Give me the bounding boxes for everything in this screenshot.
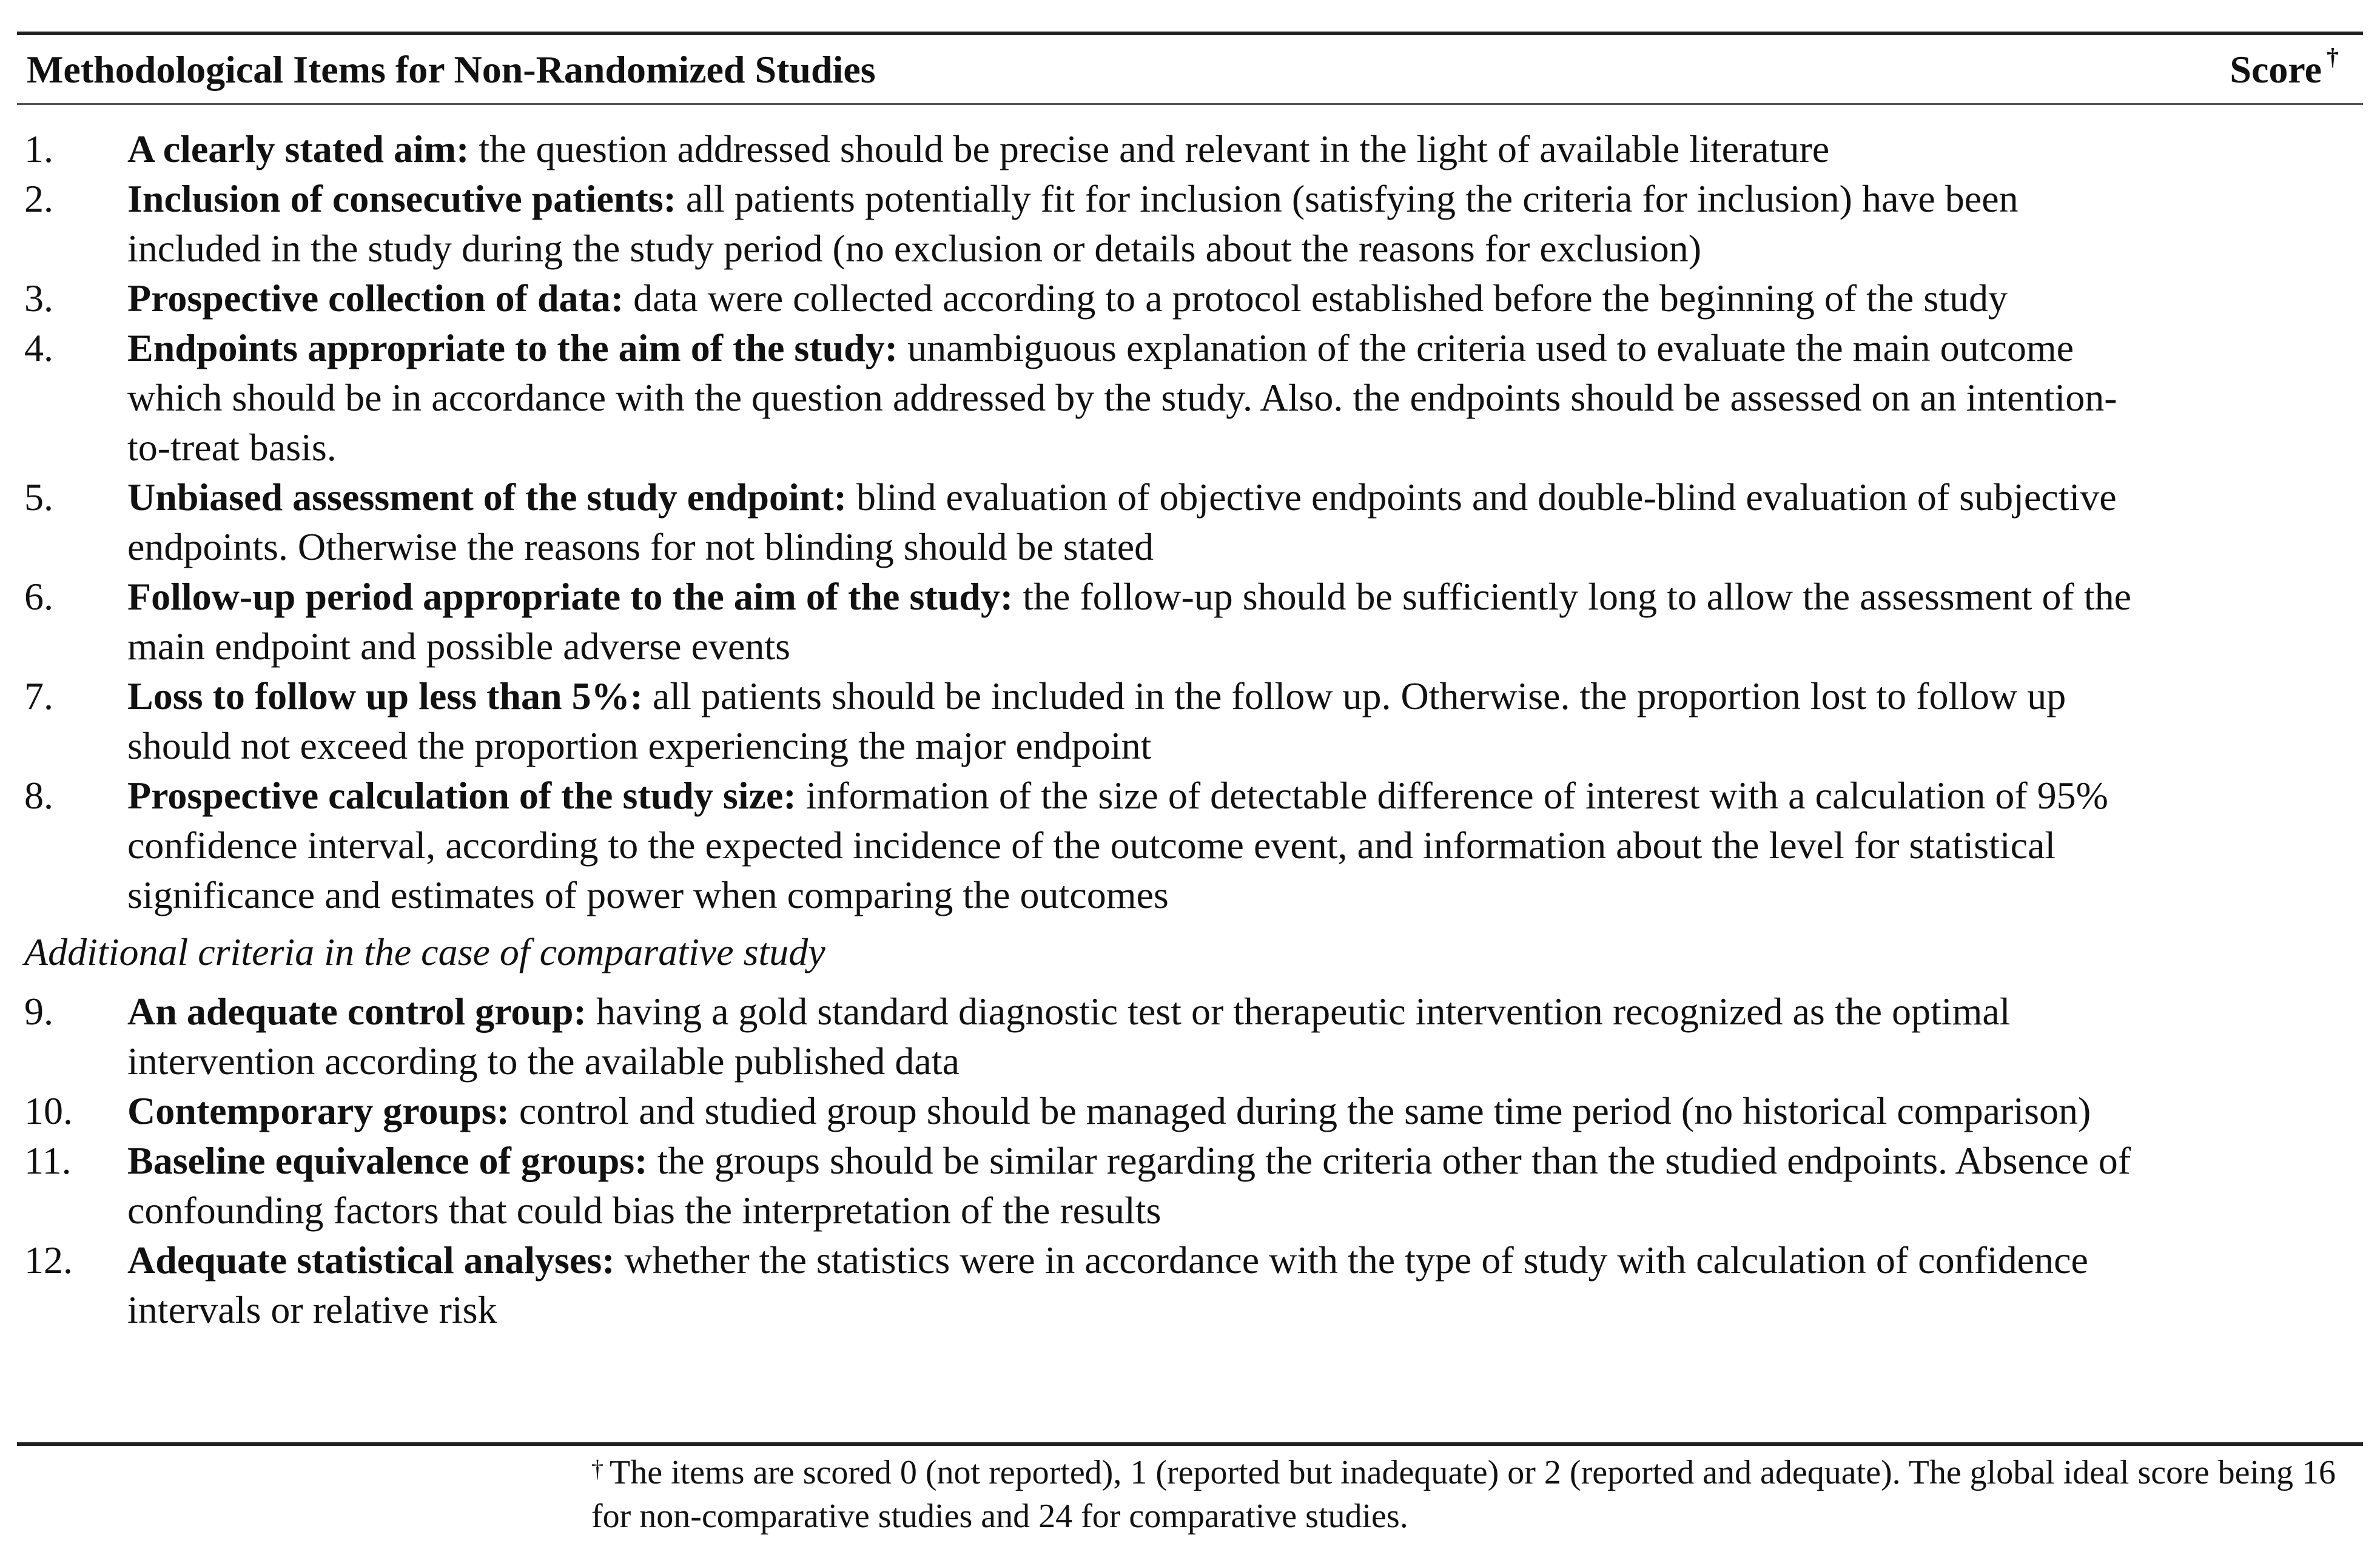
criterion-title: Inclusion of consecutive patients: xyxy=(127,177,676,220)
table-footnote xyxy=(591,1451,2372,1538)
criterion-item xyxy=(24,1086,2147,1136)
criterion-number: 8. xyxy=(24,774,53,817)
criterion-number: 11. xyxy=(24,1139,72,1182)
items-column-header: Methodological Items for Non-Randomized Studies xyxy=(27,48,876,91)
criterion-description: data were collected according to a protocol established before the beginning of the study xyxy=(624,277,2008,320)
criterion-title: Endpoints appropriate to the aim of the study: xyxy=(127,326,898,369)
score-dagger-mark: † xyxy=(2327,43,2339,70)
criterion-text xyxy=(127,771,2147,920)
criterion-text xyxy=(127,323,2147,472)
criterion-number: 4. xyxy=(24,326,53,369)
criterion-text xyxy=(127,1086,2147,1136)
criterion-item xyxy=(24,124,2147,174)
criterion-number: 9. xyxy=(24,990,53,1033)
criterion-title: Prospective collection of data: xyxy=(127,277,624,320)
criterion-text xyxy=(127,671,2147,771)
criterion-item xyxy=(24,472,2147,572)
criterion-title: An adequate control group: xyxy=(127,990,587,1033)
footnote-text: The items are scored 0 (not reported), 1 (reported but inadequate) or 2 (reported and adequate). The global ideal score being 16 for non-comparative studies and 24 for comparative studies. xyxy=(591,1454,2336,1535)
criterion-number: 1. xyxy=(24,127,53,170)
criterion-text xyxy=(127,1136,2147,1235)
criterion-title: Prospective calculation of the study size: xyxy=(127,774,796,817)
criterion-item xyxy=(24,987,2147,1086)
criterion-number: 10. xyxy=(24,1089,73,1132)
criterion-number: 12. xyxy=(24,1238,73,1282)
table-header xyxy=(27,42,2339,97)
criterion-text xyxy=(127,472,2147,572)
criterion-item xyxy=(24,771,2147,920)
criterion-description: the groups should be similar regarding the criteria other than the studied endpoints. Absence of confounding factors that could bias the interpretation of the results xyxy=(127,1139,2131,1232)
criterion-item xyxy=(24,323,2147,472)
table-header-rule xyxy=(17,103,2363,105)
criterion-text xyxy=(127,1235,2147,1335)
criterion-item xyxy=(24,671,2147,771)
criterion-title: Loss to follow up less than 5%: xyxy=(127,674,643,717)
criterion-item xyxy=(24,174,2147,274)
criterion-text xyxy=(127,987,2147,1086)
criterion-title: Contemporary groups: xyxy=(127,1089,509,1132)
criterion-text xyxy=(127,124,2147,174)
criterion-text xyxy=(127,572,2147,671)
criterion-description: the follow-up should be sufficiently long to allow the assessment of the main endpoint and possible adverse events xyxy=(127,575,2131,668)
criterion-number: 3. xyxy=(24,277,53,320)
criterion-title: A clearly stated aim: xyxy=(127,127,469,170)
criterion-item xyxy=(24,572,2147,671)
criterion-number: 5. xyxy=(24,476,53,519)
score-column-label: Score xyxy=(2230,48,2322,91)
criterion-description: control and studied group should be managed during the same time period (no historical comparison) xyxy=(509,1089,2091,1132)
table-bottom-rule xyxy=(17,1442,2363,1446)
criterion-description: information of the size of detectable difference of interest with a calculation of 95% confidence interval, according to the expected incidence of the outcome event, and information about the level for statistical significance and estimates of power when comparing the outcomes xyxy=(127,774,2108,916)
criterion-number: 6. xyxy=(24,575,53,618)
table-top-rule xyxy=(17,32,2363,35)
criterion-number: 7. xyxy=(24,674,53,717)
score-column-header xyxy=(2230,43,2339,92)
criterion-title: Unbiased assessment of the study endpoint: xyxy=(127,476,847,519)
criterion-description: blind evaluation of objective endpoints and double-blind evaluation of subjective endpoints. Otherwise the reasons for not blinding should be stated xyxy=(127,476,2117,568)
criterion-description: unambiguous explanation of the criteria used to evaluate the main outcome which should be in accordance with the question addressed by the study. Also. the endpoints should be assessed on an intention-to-treat basis. xyxy=(127,326,2117,469)
criterion-number: 2. xyxy=(24,177,53,220)
criterion-item xyxy=(24,1136,2147,1235)
criterion-description: all patients should be included in the follow up. Otherwise. the proportion lost to follow up should not exceed the proportion experiencing the major endpoint xyxy=(127,674,2066,767)
footnote-dagger-mark: † xyxy=(591,1455,603,1482)
criteria-list xyxy=(24,124,2147,1335)
criterion-text xyxy=(127,174,2147,274)
criterion-item xyxy=(24,1235,2147,1335)
criterion-item xyxy=(24,274,2147,323)
criterion-title: Baseline equivalence of groups: xyxy=(127,1139,648,1182)
criterion-description: all patients potentially fit for inclusion (satisfying the criteria for inclusion) have been included in the study during the study period (no exclusion or details about the reasons for exclusion) xyxy=(127,177,2019,270)
criterion-description: the question addressed should be precise and relevant in the light of available literature xyxy=(469,127,1830,170)
criterion-description: having a gold standard diagnostic test or therapeutic intervention recognized as the optimal intervention according to the available published data xyxy=(127,990,2011,1083)
criterion-description: whether the statistics were in accordance with the type of study with calculation of confidence intervals or relative risk xyxy=(127,1238,2088,1331)
criterion-title: Adequate statistical analyses: xyxy=(127,1238,615,1282)
criterion-title: Follow-up period appropriate to the aim of the study: xyxy=(127,575,1014,618)
comparative-subheading: Additional criteria in the case of comparative study xyxy=(24,930,825,973)
criterion-text xyxy=(127,274,2147,323)
